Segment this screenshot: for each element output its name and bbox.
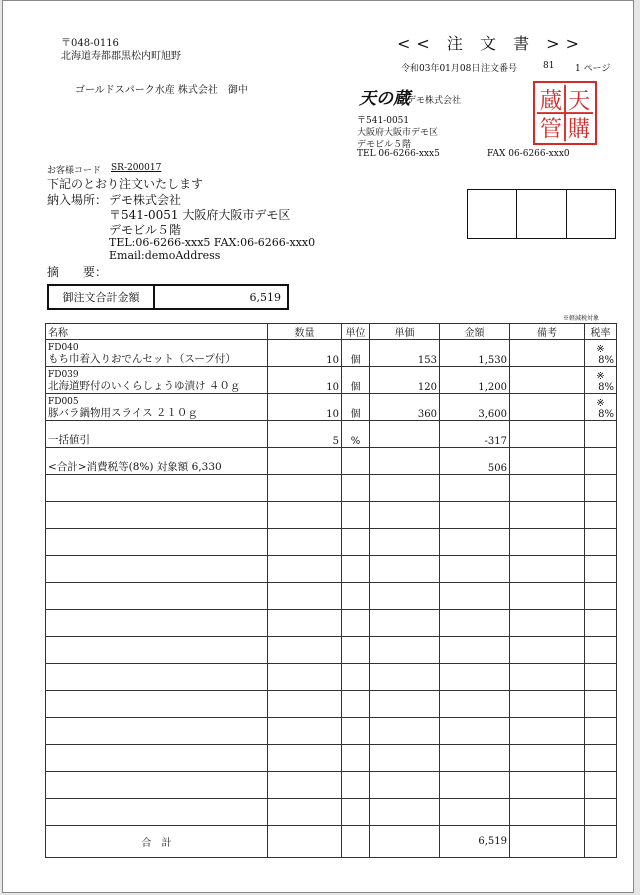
empty-cell <box>342 475 370 502</box>
column-header-unit: 単位 <box>342 324 370 340</box>
empty-cell <box>440 529 510 556</box>
customer-code-label: お客様コード <box>47 166 102 176</box>
empty-table-row <box>46 610 617 637</box>
empty-cell <box>440 799 510 826</box>
issuer-address: 大阪府大阪市デモ区 <box>357 128 439 138</box>
approval-box <box>567 190 615 238</box>
page-number: 1 ページ <box>575 64 611 74</box>
empty-cell <box>342 583 370 610</box>
table-row <box>46 367 617 394</box>
item-qty <box>268 448 342 475</box>
supplier-address: 北海道寿都郡黒松内町旭野 <box>61 51 181 62</box>
empty-table-row <box>46 718 617 745</box>
svg-text:天の蔵: 天の蔵 <box>359 89 410 109</box>
item-tax-cell <box>585 448 617 475</box>
order-date: 令和03年01月08日 <box>401 64 481 74</box>
item-name-cell <box>46 367 268 394</box>
item-code: FD005 <box>48 397 79 407</box>
empty-cell <box>46 772 268 799</box>
empty-table-row <box>46 745 617 772</box>
approval-box <box>517 190 566 238</box>
item-name: 豚バラ鍋物用スライス ２１０ｇ <box>48 407 198 419</box>
item-tax-cell <box>585 421 617 448</box>
empty-cell <box>46 475 268 502</box>
delivery-name: デモ株式会社 <box>109 193 182 207</box>
empty-table-row <box>46 772 617 799</box>
svg-text:天: 天 <box>567 88 591 115</box>
empty-cell <box>585 502 617 529</box>
empty-cell <box>268 583 342 610</box>
empty-cell <box>370 502 440 529</box>
issuer-postal: 〒541-0051 <box>357 116 410 126</box>
empty-cell <box>510 502 585 529</box>
empty-cell <box>585 745 617 772</box>
item-unit: 個 <box>342 367 370 394</box>
empty-cell <box>370 475 440 502</box>
item-name: 一括値引 <box>48 434 90 446</box>
column-header-qty: 数量 <box>268 324 342 340</box>
memo-label: 摘 要： <box>47 265 108 279</box>
delivery-building: デモビル５階 <box>109 223 182 237</box>
item-price <box>370 421 440 448</box>
empty-table-row <box>46 799 617 826</box>
empty-cell <box>440 664 510 691</box>
empty-cell <box>440 502 510 529</box>
empty-cell <box>585 637 617 664</box>
empty-cell <box>585 772 617 799</box>
empty-cell <box>585 475 617 502</box>
item-name-cell <box>46 340 268 367</box>
empty-cell <box>342 772 370 799</box>
item-note <box>510 340 585 367</box>
item-code: FD039 <box>48 370 79 380</box>
empty-cell <box>510 556 585 583</box>
order-number: 81 <box>543 61 555 71</box>
empty-cell <box>370 772 440 799</box>
item-price: 120 <box>370 367 440 394</box>
empty-cell <box>268 718 342 745</box>
item-name-cell <box>46 421 268 448</box>
empty-cell <box>370 745 440 772</box>
empty-table-row <box>46 556 617 583</box>
item-unit: 個 <box>342 340 370 367</box>
empty-cell <box>510 718 585 745</box>
empty-cell <box>268 799 342 826</box>
issuer-tel: TEL 06-6266-xxx5 <box>357 149 440 159</box>
empty-cell <box>46 583 268 610</box>
empty-cell <box>46 556 268 583</box>
delivery-email: Email:demoAddress <box>109 249 221 262</box>
svg-text:購: 購 <box>567 116 591 143</box>
empty-table-row <box>46 583 617 610</box>
empty-cell <box>342 826 370 858</box>
approval-boxes <box>467 189 616 239</box>
item-tax-cell <box>585 394 617 421</box>
empty-cell <box>440 556 510 583</box>
order-total-box <box>47 284 289 310</box>
reduced-tax-note: ※軽減税対象 <box>563 315 600 322</box>
column-header-price: 単価 <box>370 324 440 340</box>
item-note <box>510 367 585 394</box>
empty-cell <box>268 664 342 691</box>
empty-cell <box>342 529 370 556</box>
supplier-name: ゴールドスパーク水産 株式会社 御中 <box>75 85 248 96</box>
supplier-postal: 〒048-0116 <box>61 38 119 49</box>
empty-cell <box>370 826 440 858</box>
empty-cell <box>370 529 440 556</box>
issuer-fax: FAX 06-6266-xxx0 <box>487 149 570 159</box>
empty-cell <box>46 502 268 529</box>
item-unit: 個 <box>342 394 370 421</box>
empty-cell <box>510 664 585 691</box>
empty-cell <box>510 529 585 556</box>
empty-cell <box>510 475 585 502</box>
item-price: 153 <box>370 340 440 367</box>
item-qty: 10 <box>268 367 342 394</box>
table-row <box>46 340 617 367</box>
empty-table-row <box>46 475 617 502</box>
item-tax-rate: 8% <box>598 382 614 393</box>
delivery-address: 〒541-0051 大阪府大阪市デモ区 <box>109 208 291 222</box>
item-unit: % <box>342 421 370 448</box>
order-number-label: 注文番号 <box>481 64 518 74</box>
empty-cell <box>46 691 268 718</box>
empty-cell <box>342 610 370 637</box>
empty-cell <box>370 718 440 745</box>
empty-cell <box>268 745 342 772</box>
empty-cell <box>510 745 585 772</box>
item-note <box>510 421 585 448</box>
empty-table-row <box>46 529 617 556</box>
empty-cell <box>46 664 268 691</box>
item-note <box>510 448 585 475</box>
issuer-name: デモ株式会社 <box>407 96 462 106</box>
empty-cell <box>510 691 585 718</box>
empty-cell <box>46 637 268 664</box>
empty-cell <box>342 745 370 772</box>
reduced-tax-mark: ※ <box>596 371 605 382</box>
svg-text:蔵: 蔵 <box>539 88 563 115</box>
empty-cell <box>440 718 510 745</box>
empty-table-row <box>46 664 617 691</box>
item-name-cell <box>46 448 268 475</box>
empty-cell <box>585 799 617 826</box>
empty-cell <box>46 799 268 826</box>
empty-cell <box>510 583 585 610</box>
empty-cell <box>370 637 440 664</box>
item-tax-cell <box>585 340 617 367</box>
empty-cell <box>440 637 510 664</box>
empty-cell <box>46 718 268 745</box>
empty-table-row <box>46 502 617 529</box>
empty-cell <box>440 583 510 610</box>
item-code: FD040 <box>48 343 79 353</box>
document-title: << 注 文 書 >> <box>397 34 585 53</box>
empty-cell <box>268 826 342 858</box>
svg-text:管: 管 <box>539 116 563 143</box>
reduced-tax-mark: ※ <box>596 344 605 355</box>
empty-cell <box>585 610 617 637</box>
item-qty: 10 <box>268 394 342 421</box>
item-qty: 5 <box>268 421 342 448</box>
empty-cell <box>440 745 510 772</box>
order-total-label: 御注文合計金額 <box>49 286 155 308</box>
column-header-tax-rate: 税率 <box>585 324 617 340</box>
empty-cell <box>268 556 342 583</box>
empty-cell <box>585 529 617 556</box>
delivery-telfax: TEL:06-6266-xxx5 FAX:06-6266-xxx0 <box>109 236 316 249</box>
empty-cell <box>585 556 617 583</box>
item-amount: -317 <box>440 421 510 448</box>
table-row <box>46 421 617 448</box>
item-unit <box>342 448 370 475</box>
empty-cell <box>370 583 440 610</box>
item-tax-cell <box>585 367 617 394</box>
empty-cell <box>510 772 585 799</box>
item-name: もち巾着入りおでんセット（スープ付） <box>48 353 236 365</box>
empty-cell <box>510 799 585 826</box>
item-note <box>510 394 585 421</box>
empty-cell <box>440 610 510 637</box>
customer-code: SR-200017 <box>111 163 162 173</box>
item-price <box>370 448 440 475</box>
empty-cell <box>46 745 268 772</box>
order-sheet-page <box>2 0 634 893</box>
item-amount: 1,200 <box>440 367 510 394</box>
company-logo <box>359 87 410 109</box>
empty-cell <box>46 529 268 556</box>
item-amount: 1,530 <box>440 340 510 367</box>
approval-box <box>468 190 517 238</box>
empty-cell <box>440 691 510 718</box>
empty-cell <box>268 502 342 529</box>
empty-cell <box>585 691 617 718</box>
empty-cell <box>268 475 342 502</box>
empty-cell <box>268 610 342 637</box>
empty-cell <box>370 556 440 583</box>
item-price: 360 <box>370 394 440 421</box>
empty-cell <box>370 610 440 637</box>
empty-cell <box>440 475 510 502</box>
item-amount: 506 <box>440 448 510 475</box>
empty-cell <box>342 799 370 826</box>
total-amount: 6,519 <box>440 826 510 858</box>
empty-cell <box>370 664 440 691</box>
empty-cell <box>342 556 370 583</box>
empty-cell <box>342 502 370 529</box>
total-label: 合 計 <box>46 826 268 858</box>
empty-cell <box>268 529 342 556</box>
item-tax-rate: 8% <box>598 409 614 420</box>
table-total-row <box>46 826 617 858</box>
table-row <box>46 394 617 421</box>
delivery-label: 納入場所： <box>47 193 108 207</box>
empty-cell <box>342 637 370 664</box>
empty-cell <box>268 691 342 718</box>
column-header-name: 名称 <box>46 324 268 340</box>
item-tax-rate: 8% <box>598 355 614 366</box>
company-seal-stamp <box>533 81 597 145</box>
empty-cell <box>585 664 617 691</box>
table-header-row <box>46 324 617 340</box>
order-intro: 下記のとおり注文いたします <box>47 177 204 191</box>
reduced-tax-mark: ※ <box>596 398 605 409</box>
item-amount: 3,600 <box>440 394 510 421</box>
empty-cell <box>342 664 370 691</box>
empty-cell <box>510 826 585 858</box>
empty-cell <box>370 691 440 718</box>
table-row <box>46 448 617 475</box>
item-name: 北海道野付のいくらしょうゆ漬け ４０ｇ <box>48 380 241 392</box>
empty-cell <box>268 772 342 799</box>
column-header-amount: 金額 <box>440 324 510 340</box>
order-items-table <box>45 323 617 858</box>
empty-cell <box>370 799 440 826</box>
item-name-cell <box>46 394 268 421</box>
item-name: <合計>消費税等(8%) 対象額 6,330 <box>48 461 222 473</box>
empty-table-row <box>46 691 617 718</box>
empty-cell <box>585 718 617 745</box>
empty-cell <box>46 610 268 637</box>
column-header-note: 備考 <box>510 324 585 340</box>
item-qty: 10 <box>268 340 342 367</box>
empty-cell <box>585 826 617 858</box>
empty-cell <box>342 718 370 745</box>
empty-cell <box>440 772 510 799</box>
empty-cell <box>510 610 585 637</box>
issuer-building: デモビル５階 <box>357 140 412 150</box>
empty-cell <box>342 691 370 718</box>
empty-cell <box>510 637 585 664</box>
empty-table-row <box>46 637 617 664</box>
empty-cell <box>585 583 617 610</box>
order-total-value: 6,519 <box>249 290 281 304</box>
empty-cell <box>268 637 342 664</box>
